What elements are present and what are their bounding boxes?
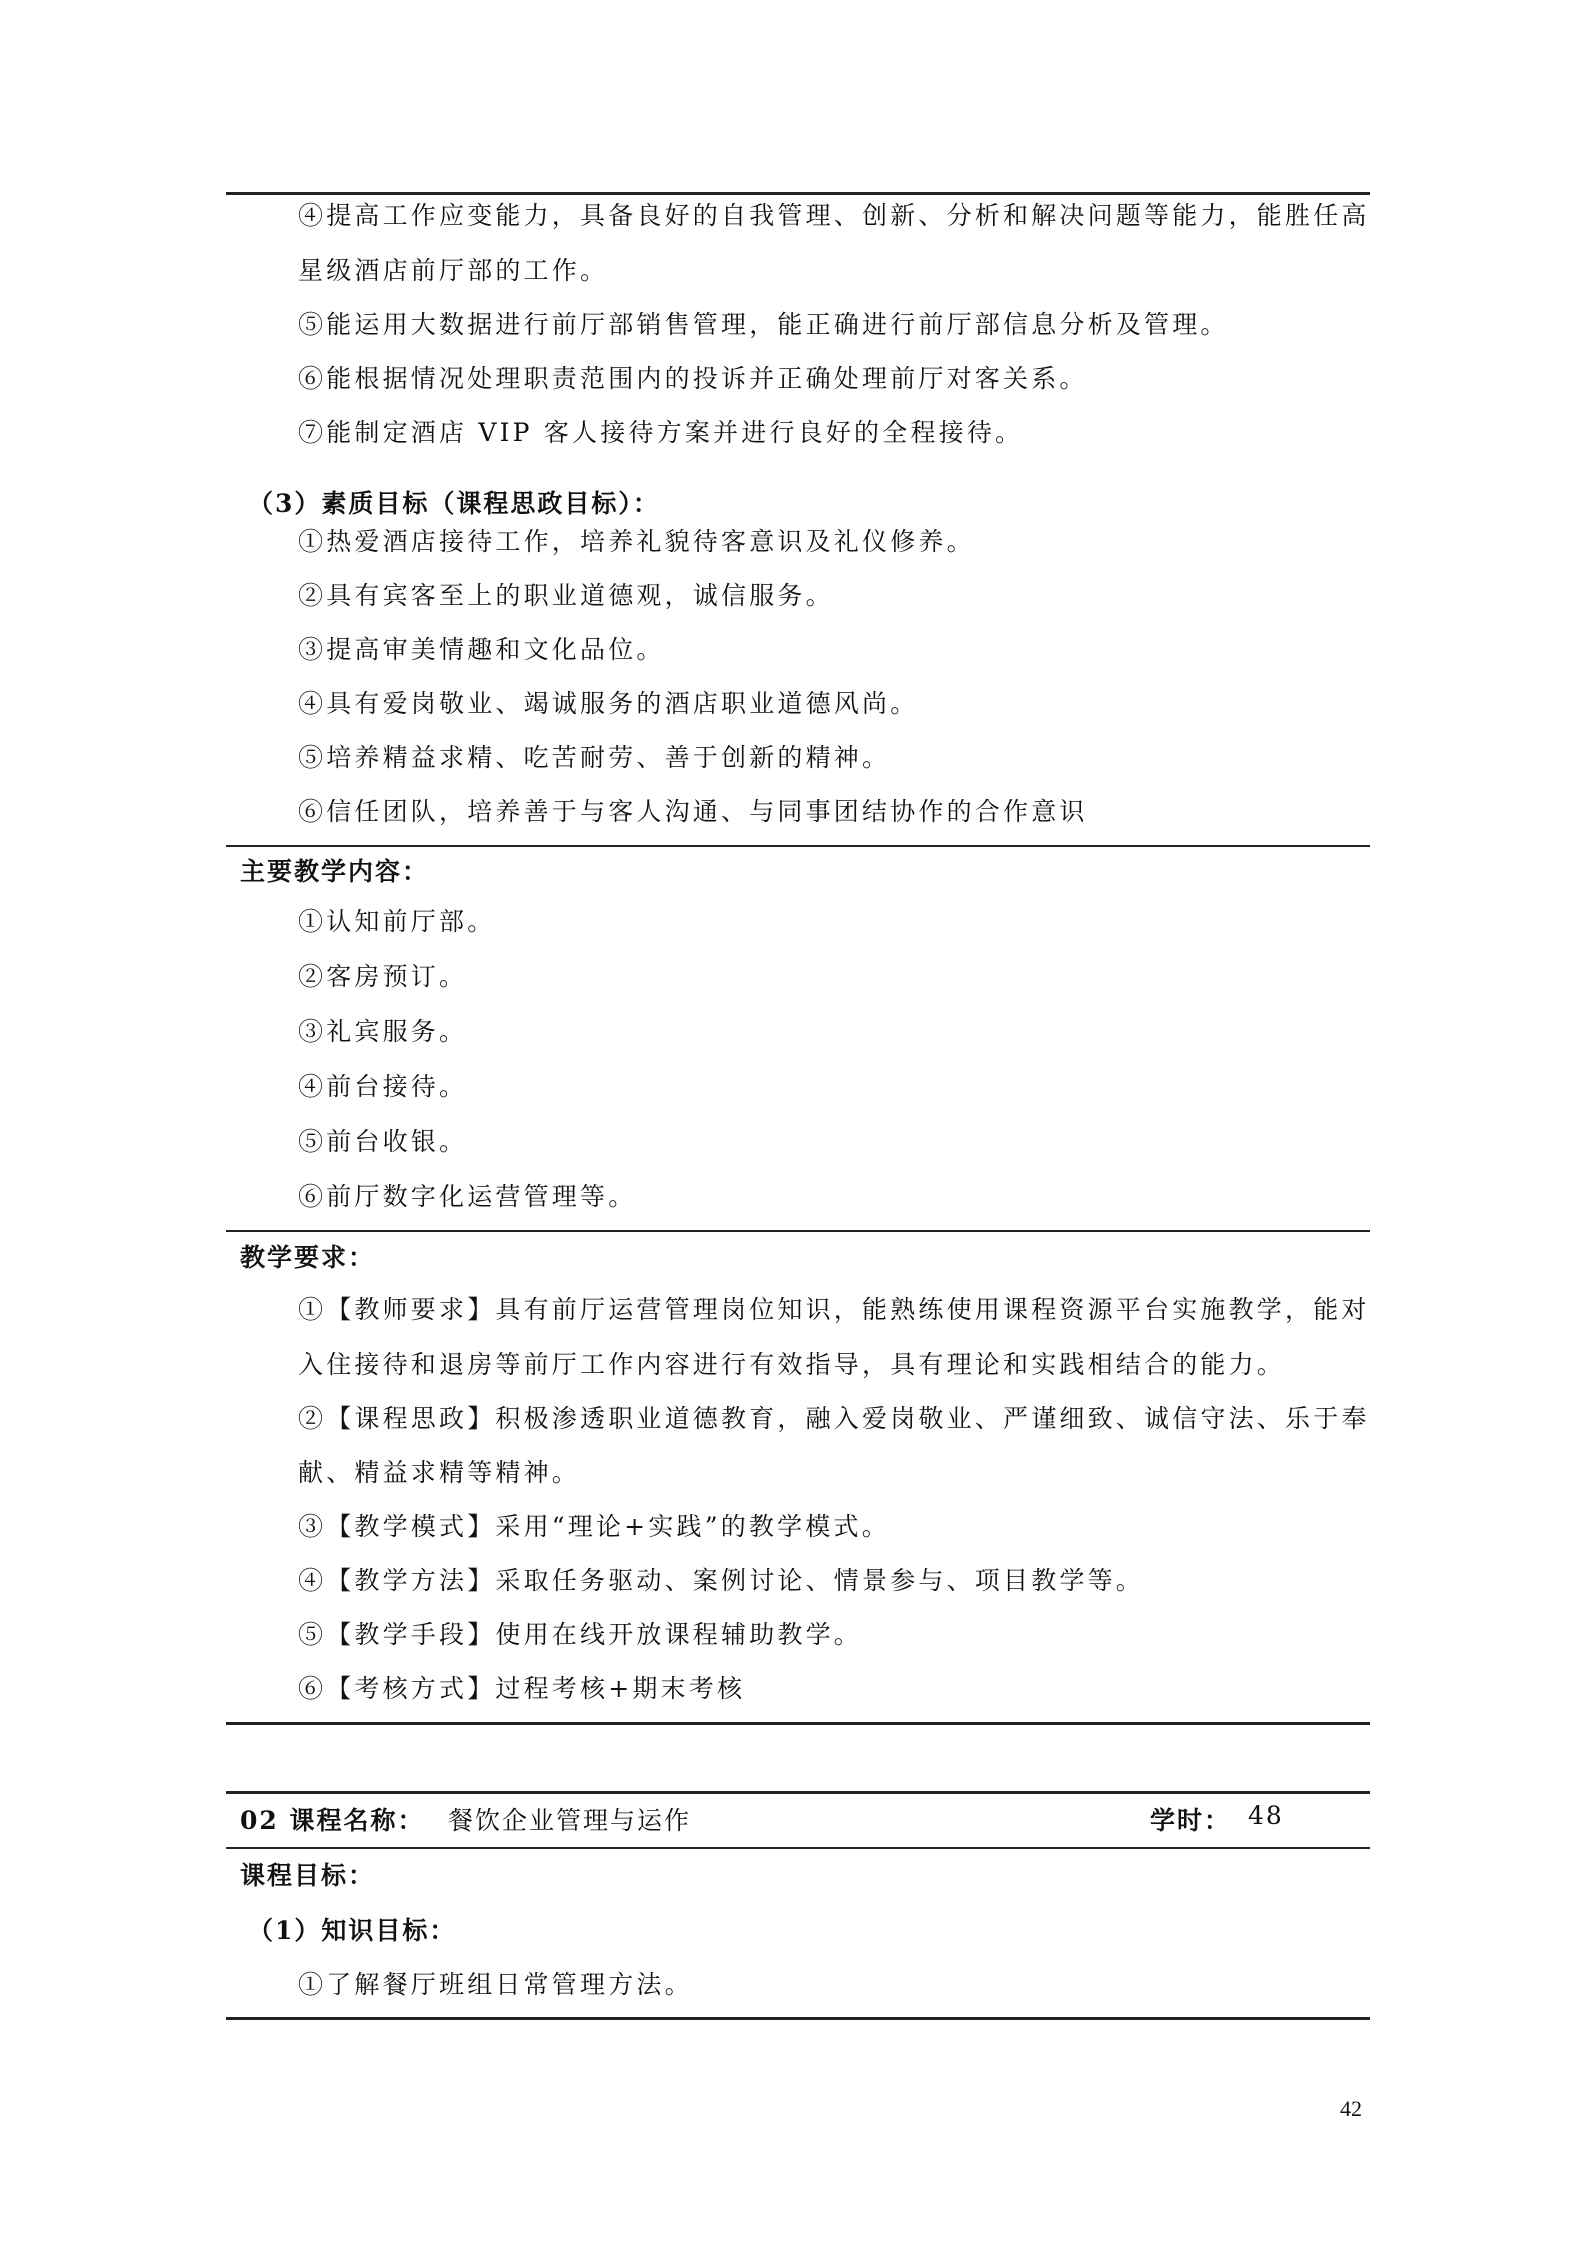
requirement-line-2: 入住接待和退房等前厅工作内容进行有效指导，具有理论和实践相结合的能力。: [298, 1350, 1286, 1379]
requirement-line-7: ⑤【教学手段】使用在线开放课程辅助教学。: [298, 1620, 863, 1649]
quality-item-4: ④具有爱岗敬业、竭诚服务的酒店职业道德风尚。: [298, 689, 919, 718]
table-top-rule: [226, 192, 1370, 195]
course-hours-value: 48: [1248, 1801, 1284, 1830]
skill-line-2: 星级酒店前厅部的工作。: [298, 256, 609, 285]
requirement-line-4: 献、精益求精等精神。: [298, 1458, 581, 1487]
row-divider-2: [226, 1230, 1370, 1232]
skill-line-1: ④提高工作应变能力，具备良好的自我管理、创新、分析和解决问题等能力，能胜任高: [298, 201, 1370, 230]
quality-item-2: ②具有宾客至上的职业道德观，诚信服务。: [298, 581, 834, 610]
quality-item-3: ③提高审美情趣和文化品位。: [298, 635, 665, 664]
course2-header-divider: [226, 1847, 1370, 1849]
knowledge-goals-heading: （1）知识目标：: [248, 1916, 457, 1945]
row-divider-1: [226, 845, 1370, 847]
requirement-line-6: ④【教学方法】采取任务驱动、案例讨论、情景参与、项目教学等。: [298, 1566, 1145, 1595]
content-item-5: ⑤前台收银。: [298, 1127, 468, 1156]
course-name-label: 02 课程名称：: [240, 1806, 425, 1835]
content-item-4: ④前台接待。: [298, 1072, 468, 1101]
requirement-line-3: ②【课程思政】积极渗透职业道德教育，融入爱岗敬业、严谨细致、诚信守法、乐于奉: [298, 1404, 1370, 1433]
teaching-content-heading: 主要教学内容：: [240, 857, 430, 886]
quality-goals-heading: （3）素质目标（课程思政目标）：: [248, 489, 660, 518]
quality-item-1: ①热爱酒店接待工作，培养礼貌待客意识及礼仪修养。: [298, 527, 975, 556]
requirement-line-5: ③【教学模式】采用“理论+实践”的教学模式。: [298, 1512, 890, 1541]
content-item-1: ①认知前厅部。: [298, 907, 496, 936]
content-item-6: ⑥前厅数字化运营管理等。: [298, 1182, 637, 1211]
requirement-line-1: ①【教师要求】具有前厅运营管理岗位知识，能熟练使用课程资源平台实施教学，能对: [298, 1295, 1370, 1324]
course-goals-heading: 课程目标：: [240, 1861, 376, 1890]
content-item-2: ②客房预订。: [298, 962, 468, 991]
course2-bottom-rule: [226, 2017, 1370, 2020]
page-number: 42: [1340, 2096, 1362, 2121]
course2-top-rule: [226, 1791, 1370, 1794]
content-item-3: ③礼宾服务。: [298, 1017, 468, 1046]
knowledge-item-1: ①了解餐厅班组日常管理方法。: [298, 1970, 693, 1999]
quality-item-6: ⑥信任团队，培养善于与客人沟通、与同事团结协作的合作意识: [298, 797, 1088, 826]
requirement-line-8: ⑥【考核方式】过程考核+期末考核: [298, 1674, 746, 1703]
table-bottom-rule: [226, 1722, 1370, 1725]
skill-line-5: ⑦能制定酒店 VIP 客人接待方案并进行良好的全程接待。: [298, 418, 1024, 447]
teaching-requirements-heading: 教学要求：: [240, 1243, 376, 1272]
skill-line-3: ⑤能运用大数据进行前厅部销售管理，能正确进行前厅部信息分析及管理。: [298, 310, 1229, 339]
course-name-value: 餐饮企业管理与运作: [448, 1806, 692, 1835]
quality-item-5: ⑤培养精益求精、吃苦耐劳、善于创新的精神。: [298, 743, 891, 772]
skill-line-4: ⑥能根据情况处理职责范围内的投诉并正确处理前厅对客关系。: [298, 364, 1088, 393]
course-hours-label: 学时：: [1150, 1806, 1232, 1835]
